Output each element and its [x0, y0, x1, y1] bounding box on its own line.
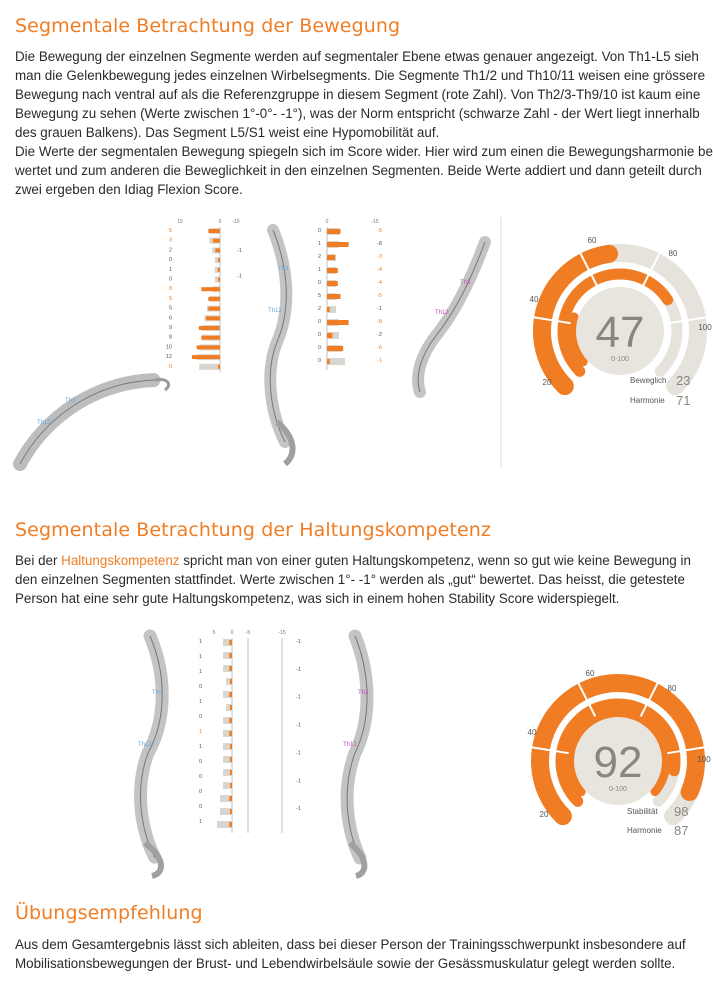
segment-bar: [230, 770, 232, 775]
axis-tick-label: 15: [177, 219, 183, 225]
spine-label: Th3: [278, 266, 289, 272]
segment-bar: [215, 248, 220, 252]
segment-value-label: 0: [198, 789, 202, 795]
text-line: Die Bewegung der einzelnen Segmente werden auf segmentaler Ebene etwas genauer angezeigt. Von Th1-L5 sieh: [15, 49, 699, 64]
segment-value-label: -1: [296, 694, 301, 701]
segment-bar: [327, 333, 332, 338]
spine-label: Th12: [435, 310, 449, 316]
segment-value-label: 2: [317, 254, 321, 260]
spine-illustration-partial-flex: [418, 242, 485, 392]
segment-bar: [229, 692, 232, 697]
segment-bar: [327, 320, 349, 325]
segment-value-label: -5: [377, 293, 382, 299]
axis-tick-label: 0: [325, 219, 329, 225]
axis-tick-label: -15: [278, 630, 286, 636]
segment-bar: [230, 744, 232, 749]
legend-value-harmonie: 87: [674, 823, 689, 838]
segment-value-label: -6: [377, 345, 382, 351]
segment-bar: [327, 242, 349, 247]
legend-label-harmonie: Harmonie: [627, 826, 662, 835]
segment-value-label: 1: [168, 266, 172, 273]
segment-value-label: 1: [198, 654, 202, 660]
segment-value-label: 0: [198, 804, 202, 810]
segment-bar: [229, 653, 232, 658]
segment-value-label: 0: [317, 280, 321, 286]
text-line: Mobilisationsbewegungen der Brust- und Lebendwirbelsäule sowie der Gesässmuskulatur gelegt werden sollte.: [15, 956, 676, 971]
segment-bar: [229, 731, 232, 736]
gauge-tick-label: 100: [698, 323, 712, 332]
spine-label: Th12: [268, 308, 282, 314]
gauge-tick-label: 40: [529, 295, 539, 304]
segment-value-label: 1: [198, 729, 202, 735]
text-line: man die Gelenkbewegung jedes einzelnen Wirbelsegments. Die Segmente Th1/2 und Th10/11 weisen eine grössere: [15, 68, 706, 83]
segment-bar: [229, 822, 232, 827]
legend-label-stabilitaet: Stabilität: [627, 807, 658, 816]
segment-value-label: -1: [237, 248, 242, 254]
segment-value-label: 8: [168, 334, 172, 341]
segment-value-label: 2: [317, 306, 321, 312]
section-title-posture: Segmentale Betrachtung der Haltungskompetenz: [15, 519, 491, 541]
segment-bar: [229, 796, 232, 801]
segment-value-label: -1: [296, 806, 301, 813]
text-line: wertet und zum anderen die Beweglichkeit in den einzelnen Segmenten. Beide Werte addiert und dann geteilt durch: [15, 163, 702, 178]
posture-paragraph: [15, 551, 691, 608]
spine-label: Th12: [37, 420, 51, 426]
segment-value-label: -1: [296, 722, 301, 729]
segment-value-label: 0: [168, 257, 172, 264]
segment-value-label: -1: [377, 358, 382, 364]
segment-value-label: 5: [168, 305, 172, 312]
gauge-tick-label: 40: [527, 728, 537, 737]
segment-value-label: 10: [165, 344, 172, 351]
axis-tick-label: 0: [218, 219, 222, 225]
segment-value-label: 6: [168, 315, 172, 322]
segment-bar: [206, 316, 220, 320]
segment-bar: [327, 255, 335, 260]
spine-label: Th12: [343, 742, 357, 748]
axis-tick-label: 0: [230, 630, 234, 636]
score-value: 47: [595, 308, 645, 357]
segment-value-label: 0: [198, 714, 202, 720]
segment-value-label: 0: [317, 332, 321, 338]
segment-bar: [229, 640, 232, 645]
segment-value-label: 3: [168, 237, 172, 244]
segment-bar: [230, 809, 232, 814]
spine-label: Th3: [65, 398, 76, 404]
text-line: zwei ergeben den Idiag Flexion Score.: [15, 182, 243, 197]
segment-bar: [327, 229, 341, 234]
segment-bar: [230, 783, 232, 788]
segment-bar: [230, 757, 232, 762]
segment-bar: [208, 229, 220, 233]
gauge-tick-label: 80: [667, 684, 677, 693]
segment-value-label: -1: [237, 273, 242, 280]
text-fragment: Bei der: [15, 553, 62, 568]
stability-score-gauge: [522, 665, 709, 845]
segment-value-label: -1: [377, 306, 382, 312]
segment-value-label: 0: [317, 228, 321, 234]
spine-illustration-right: [343, 636, 369, 876]
segment-bar: [229, 718, 232, 723]
segment-value-label: 8: [168, 286, 172, 293]
segment-chart-stability: [199, 630, 301, 833]
spine-label: Th12: [138, 742, 152, 748]
segment-value-label: -1: [296, 778, 301, 785]
reference-bar: [199, 364, 220, 370]
segment-value-label: 1: [198, 639, 202, 645]
segment-bar: [327, 281, 338, 286]
segment-value-label: 0: [198, 684, 202, 690]
axis-tick-label: -15: [232, 219, 240, 225]
segment-bar: [230, 679, 232, 684]
gauge-tick-label: 20: [542, 378, 552, 387]
segment-value-label: 12: [165, 354, 172, 361]
segment-value-label: -8: [377, 241, 382, 247]
recommendation-paragraph: [15, 935, 686, 973]
legend-value-beweglich: 23: [676, 373, 691, 388]
segment-bar: [327, 307, 330, 312]
gauge-tick-label: 60: [587, 236, 597, 245]
legend-label-harmonie: Harmonie: [630, 396, 665, 405]
legend-value-stabilitaet: 98: [674, 804, 689, 819]
segment-bar: [327, 346, 343, 351]
spine-label: Th3: [152, 690, 163, 696]
segment-bar: [192, 355, 220, 359]
segment-value-label: -8: [377, 319, 382, 325]
segment-chart-flexion-right: [318, 219, 382, 370]
segment-value-label: 0: [317, 358, 321, 364]
segment-value-label: 1: [317, 241, 321, 247]
text-line: Die Werte der segmentalen Bewegung spiegeln sich im Score wider. Hier wird zum einen die Bewegungsharmonie be: [15, 144, 713, 159]
flexion-figure: [15, 212, 515, 472]
text-line: [15, 551, 691, 570]
segment-value-label: 2: [168, 247, 172, 254]
segment-value-label: 0: [317, 345, 321, 351]
score-range: 0-100: [611, 356, 629, 363]
gauge-tick-label: 60: [585, 669, 595, 678]
spine-label: Th3: [460, 280, 471, 286]
segment-value-label: -1: [296, 639, 301, 645]
segment-bar: [213, 239, 220, 243]
segment-value-label: 1: [317, 267, 321, 273]
flexion-score-gauge: [525, 232, 712, 414]
segment-value-label: 5: [168, 228, 172, 234]
segment-bar: [327, 359, 330, 364]
segment-value-label: -1: [296, 750, 301, 757]
segment-value-label: 1: [198, 699, 202, 705]
segment-chart-flexion-left: [166, 219, 242, 373]
segment-value-label: 0: [168, 363, 172, 370]
segment-bar: [327, 268, 338, 273]
segment-bar: [218, 268, 220, 272]
segment-value-label: 1: [198, 669, 202, 675]
segment-bar: [197, 345, 220, 349]
segment-value-label: 5: [317, 293, 321, 299]
section-title-movement: Segmentale Betrachtung der Bewegung: [15, 15, 401, 37]
score-value: 92: [593, 738, 643, 787]
gauge-tick-label: 80: [668, 249, 678, 258]
stability-figure: [110, 628, 410, 878]
text-line: Aus dem Gesamtergebnis lässt sich ableiten, dass bei dieser Person der Trainingsschwerpunkt insbesondere auf: [15, 937, 686, 952]
gauge-tick-label: 20: [539, 810, 549, 819]
axis-tick-label: -15: [371, 219, 379, 225]
segment-value-label: 0: [198, 759, 202, 765]
segment-bar: [208, 307, 220, 311]
segment-bar: [218, 258, 220, 262]
spine-label: Th3: [358, 690, 369, 696]
segment-bar: [218, 365, 220, 369]
spine-illustration-upright: [268, 230, 293, 464]
spine-illustration-left: [138, 636, 163, 876]
text-line: Bewegung zu sehen (Werte zwischen 1°-0°- -1°), was der Norm entspricht (schwarze Zahl - der Wert liegt innerhalb: [15, 106, 700, 121]
segment-bar: [208, 297, 220, 301]
legend-label-beweglich: Beweglich: [630, 376, 667, 385]
gauge-tick-label: 100: [697, 755, 711, 764]
movement-paragraph: [15, 47, 713, 199]
segment-value-label: -4: [377, 280, 382, 286]
segment-value-label: 5: [168, 295, 172, 302]
segment-bar: [201, 336, 220, 340]
segment-bar: [229, 666, 232, 671]
segment-bar: [201, 287, 220, 291]
spine-illustration-flexed: [20, 380, 169, 464]
segment-value-label: 1: [198, 819, 202, 825]
segment-value-label: -2: [377, 332, 382, 338]
segment-bar: [218, 278, 220, 282]
segment-value-label: 1: [198, 744, 202, 750]
segment-bar: [230, 705, 232, 710]
score-range: 0-100: [609, 786, 627, 793]
text-line: des grauen Balkens). Das Segment L5/S1 weist eine Hypomobilität auf.: [15, 125, 440, 140]
segment-value-label: -5: [377, 228, 382, 234]
axis-tick-label: -5: [245, 630, 251, 636]
segment-value-label: -1: [296, 666, 301, 673]
text-fragment: spricht man von einer guten Haltungskompetenz, wenn so gut wie keine Bewegung in: [179, 553, 691, 568]
text-line: Person hat eine sehr gute Haltungskompetenz, was sich in einem hohen Stability Score widerspiegelt.: [15, 591, 620, 606]
segment-value-label: 9: [168, 325, 172, 331]
text-line: den einzelnen Segmenten stattfindet. Werte zwischen 1°- -1° werden als „gut“ bewertet. Das heisst, die getestete: [15, 572, 685, 587]
text-line: Bewegung nach ventral auf als die Referenzgruppe in diesem Segment (rote Zahl). Von Th2/3-Th9/10 ist kaum eine: [15, 87, 701, 102]
segment-value-label: -4: [377, 267, 382, 273]
legend-value-harmonie: 71: [676, 393, 691, 408]
segment-value-label: -3: [377, 254, 382, 260]
axis-tick-label: 5: [212, 630, 216, 636]
haltungskompetenz-highlight: Haltungskompetenz: [61, 553, 180, 568]
segment-value-label: 0: [317, 319, 321, 325]
segment-bar: [327, 294, 341, 299]
section-title-recommendation: Übungsempfehlung: [15, 902, 203, 924]
segment-value-label: 0: [198, 774, 202, 780]
segment-value-label: 0: [168, 276, 172, 283]
segment-bar: [199, 326, 220, 330]
